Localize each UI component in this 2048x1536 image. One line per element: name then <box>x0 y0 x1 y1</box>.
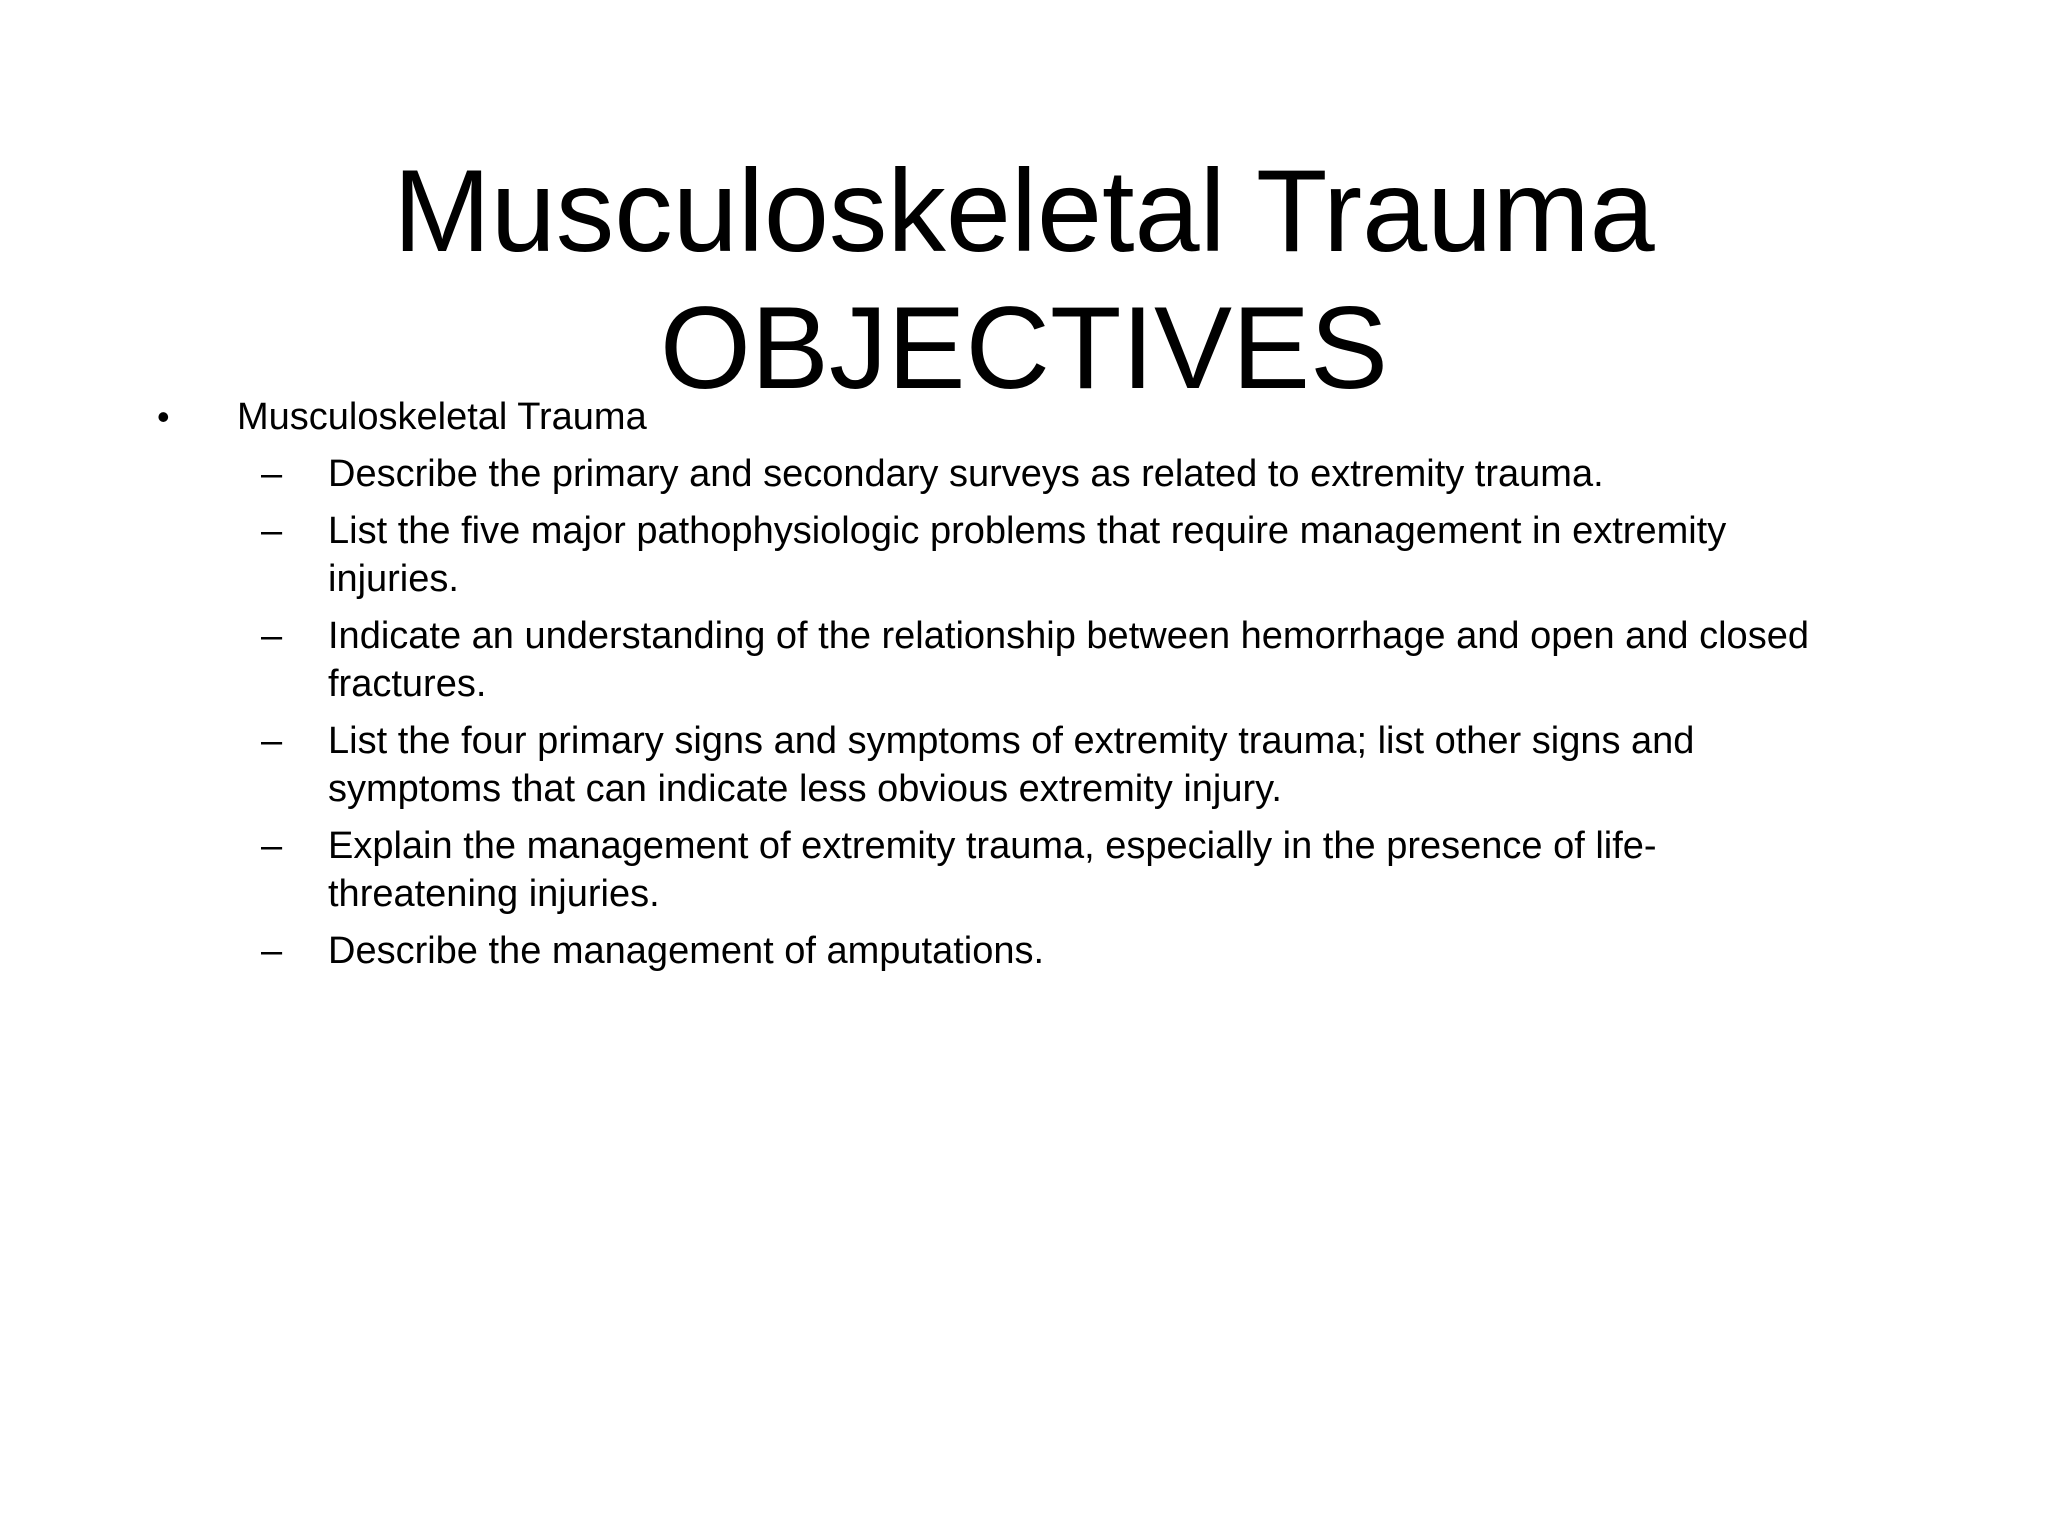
objective-item <box>0 450 2048 498</box>
objective-item <box>0 612 2048 708</box>
objective-text: List the four primary signs and symptoms of extremity trauma; list other signs and symptoms that can indicate less obvious extremity injury. <box>328 720 1695 810</box>
dash-marker: – <box>261 510 283 552</box>
objective-item <box>0 927 2048 975</box>
objective-text: Indicate an understanding of the relationship between hemorrhage and open and closed fractures. <box>328 615 1809 705</box>
slide-title-line-2: OBJECTIVES <box>659 282 1389 413</box>
objective-text: Explain the management of extremity trauma, especially in the presence of life-threatening injuries. <box>328 825 1657 915</box>
bullet-text: Musculoskeletal Trauma <box>237 396 647 438</box>
objective-text: Describe the primary and secondary surveys as related to extremity trauma. <box>328 453 1604 495</box>
objective-text: List the five major pathophysiologic problems that require management in extremity injuries. <box>328 510 1727 600</box>
objectives-list <box>0 450 2048 984</box>
bullet-marker: • <box>157 396 170 437</box>
objective-text: Describe the management of amputations. <box>328 930 1045 972</box>
objective-item <box>0 507 2048 603</box>
slide-title-line-1: Musculoskeletal Trauma <box>393 145 1655 276</box>
dash-marker: – <box>261 825 283 867</box>
bullet-item <box>0 392 2048 442</box>
objective-item <box>0 717 2048 813</box>
objective-item <box>0 822 2048 918</box>
dash-marker: – <box>261 930 283 972</box>
dash-marker: – <box>261 453 283 495</box>
dash-marker: – <box>261 720 283 762</box>
slide-title <box>0 142 2048 416</box>
dash-marker: – <box>261 615 283 657</box>
